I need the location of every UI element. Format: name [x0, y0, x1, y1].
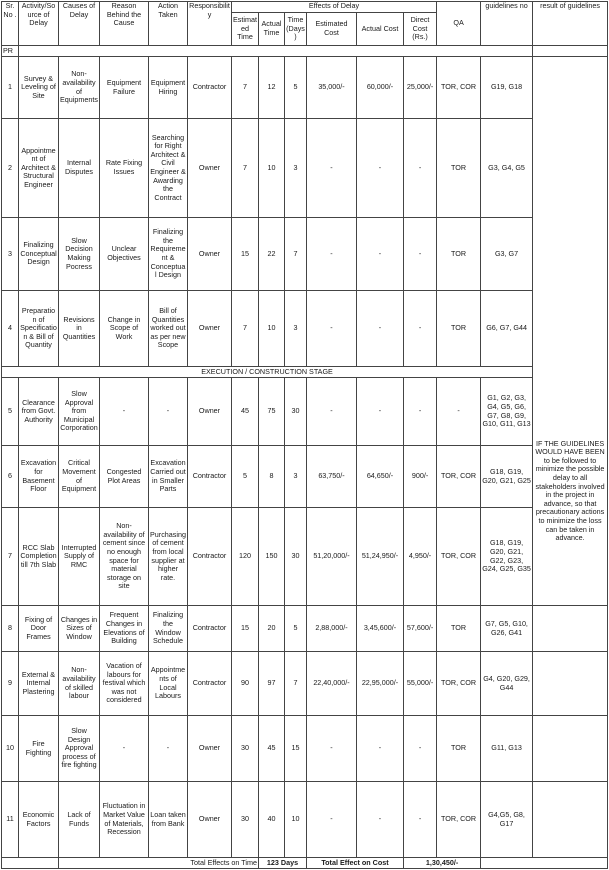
table-row: [2, 378, 608, 446]
actual-time-cell: 10: [259, 119, 285, 218]
execution-stage-label: EXECUTION / CONSTRUCTION STAGE: [2, 367, 533, 378]
estimated-cost-cell: 22,40,000/-: [307, 652, 357, 716]
action-cell: Purchasing of cement from local supplier at higher rate.: [149, 508, 188, 606]
table-row: [2, 57, 608, 119]
estimated-time-cell: 15: [232, 218, 259, 291]
estimated-time-cell: 30: [232, 716, 259, 782]
guidelines-cell: G6, G7, G44: [481, 291, 533, 367]
sr-cell: 5: [2, 378, 19, 446]
activity-cell: Preparation of Specification & Bill of Quantity: [19, 291, 59, 367]
cause-cell: Changes in Sizes of Window: [59, 606, 100, 652]
action-cell: Loan taken from Bank: [149, 782, 188, 858]
cause-cell: Internal Disputes: [59, 119, 100, 218]
sr-cell: 11: [2, 782, 19, 858]
qa-cell: TOR, COR: [437, 57, 481, 119]
action-cell: Equipment Hiring: [149, 57, 188, 119]
activity-cell: Economic Factors: [19, 782, 59, 858]
guidelines-cell: G19, G18: [481, 57, 533, 119]
direct-cost-cell: 57,600/-: [404, 606, 437, 652]
delay-analysis-table: [1, 1, 608, 869]
activity-cell: Survey & Leveling of Site: [19, 57, 59, 119]
guidelines-cell: G4,G5, G8, G17: [481, 782, 533, 858]
header-actual-time: Actual Time: [259, 13, 285, 46]
estimated-cost-cell: -: [307, 782, 357, 858]
direct-cost-cell: 4,950/-: [404, 508, 437, 606]
estimated-cost-cell: -: [307, 119, 357, 218]
responsibility-cell: Contractor: [188, 57, 232, 119]
qa-cell: -: [437, 378, 481, 446]
estimated-cost-cell: -: [307, 378, 357, 446]
estimated-time-cell: 15: [232, 606, 259, 652]
activity-cell: Clearance from Govt. Authority: [19, 378, 59, 446]
sr-cell: 10: [2, 716, 19, 782]
sr-cell: 4: [2, 291, 19, 367]
action-cell: Searching for Right Architect & Civil Engineer & Awarding the Contract: [149, 119, 188, 218]
estimated-time-cell: 90: [232, 652, 259, 716]
estimated-cost-cell: 35,000/-: [307, 57, 357, 119]
actual-cost-cell: -: [357, 378, 404, 446]
reason-cell: Equipment Failure: [100, 57, 149, 119]
activity-cell: Fixing of Door Frames: [19, 606, 59, 652]
table-row: [2, 652, 608, 716]
estimated-time-cell: 5: [232, 446, 259, 508]
actual-time-cell: 75: [259, 378, 285, 446]
sr-cell: 9: [2, 652, 19, 716]
responsibility-cell: Owner: [188, 378, 232, 446]
actual-cost-cell: 60,000/-: [357, 57, 404, 119]
reason-cell: Non-availability of cement since no enough space for material storage on site: [100, 508, 149, 606]
cause-cell: Lack of Funds: [59, 782, 100, 858]
guidelines-cell: G3, G4, G5: [481, 119, 533, 218]
table-row: [2, 218, 608, 291]
header-actual-cost: Actual Cost: [357, 13, 404, 46]
estimated-cost-cell: 51,20,000/-: [307, 508, 357, 606]
reason-cell: -: [100, 716, 149, 782]
cause-cell: Non-availability of skilled labour: [59, 652, 100, 716]
cause-cell: Slow Decision Making Pocress: [59, 218, 100, 291]
execution-stage-row: [2, 367, 608, 378]
time-days-cell: 5: [285, 606, 307, 652]
header-qa: QA: [437, 2, 481, 46]
guidelines-cell: G1, G2, G3, G4, G5, G6, G7, G8, G9, G10, G11, G13: [481, 378, 533, 446]
actual-cost-cell: 51,24,950/-: [357, 508, 404, 606]
estimated-time-cell: 7: [232, 119, 259, 218]
estimated-time-cell: 7: [232, 57, 259, 119]
pr-label-row: [2, 46, 608, 57]
qa-cell: TOR, COR: [437, 782, 481, 858]
guidelines-cell: G11, G13: [481, 716, 533, 782]
qa-cell: TOR: [437, 218, 481, 291]
guidelines-cell: G18, G19, G20, G21, G25: [481, 446, 533, 508]
table-row: [2, 508, 608, 606]
qa-cell: TOR: [437, 291, 481, 367]
time-days-cell: 30: [285, 508, 307, 606]
responsibility-cell: Contractor: [188, 446, 232, 508]
sr-cell: 6: [2, 446, 19, 508]
actual-time-cell: 20: [259, 606, 285, 652]
activity-cell: Appointment of Architect & Structural Engineer: [19, 119, 59, 218]
qa-cell: TOR: [437, 716, 481, 782]
actual-cost-cell: 22,95,000/-: [357, 652, 404, 716]
header-estimated-cost: Estimated Cost: [307, 13, 357, 46]
reason-cell: Frequent Changes in Elevations of Building: [100, 606, 149, 652]
reason-cell: Rate Fixing Issues: [100, 119, 149, 218]
actual-time-cell: 45: [259, 716, 285, 782]
reason-cell: Congested Plot Areas: [100, 446, 149, 508]
actual-time-cell: 22: [259, 218, 285, 291]
estimated-cost-cell: -: [307, 716, 357, 782]
estimated-cost-cell: 63,750/-: [307, 446, 357, 508]
actual-cost-cell: -: [357, 782, 404, 858]
time-days-cell: 3: [285, 291, 307, 367]
sr-cell: 8: [2, 606, 19, 652]
responsibility-cell: Contractor: [188, 652, 232, 716]
sr-cell: 2: [2, 119, 19, 218]
action-cell: Finalizing the Requirement & Conceptual Design: [149, 218, 188, 291]
responsibility-cell: Owner: [188, 218, 232, 291]
actual-cost-cell: 3,45,600/-: [357, 606, 404, 652]
actual-cost-cell: -: [357, 218, 404, 291]
header-responsibility: Responsibility: [188, 2, 232, 46]
estimated-cost-cell: -: [307, 291, 357, 367]
direct-cost-cell: -: [404, 119, 437, 218]
direct-cost-cell: -: [404, 716, 437, 782]
estimated-time-cell: 120: [232, 508, 259, 606]
table-row: [2, 291, 608, 367]
time-days-cell: 5: [285, 57, 307, 119]
sr-cell: 7: [2, 508, 19, 606]
cause-cell: Interrupted Supply of RMC: [59, 508, 100, 606]
actual-time-cell: 40: [259, 782, 285, 858]
cause-cell: Slow Design Approval process of fire fighting: [59, 716, 100, 782]
time-days-cell: 10: [285, 782, 307, 858]
estimated-cost-cell: 2,88,000/-: [307, 606, 357, 652]
direct-cost-cell: 55,000/-: [404, 652, 437, 716]
total-cost-value: 1,30,450/-: [404, 858, 481, 869]
reason-cell: Unclear Objectives: [100, 218, 149, 291]
qa-cell: TOR: [437, 119, 481, 218]
time-days-cell: 7: [285, 652, 307, 716]
actual-time-cell: 97: [259, 652, 285, 716]
qa-cell: TOR, COR: [437, 446, 481, 508]
table-row: [2, 782, 608, 858]
reason-cell: Change in Scope of Work: [100, 291, 149, 367]
responsibility-cell: Contractor: [188, 508, 232, 606]
action-cell: -: [149, 716, 188, 782]
header-time-days: Time (Days): [285, 13, 307, 46]
activity-cell: Fire Fighting: [19, 716, 59, 782]
actual-time-cell: 10: [259, 291, 285, 367]
total-cost-label: Total Effect on Cost: [307, 858, 404, 869]
estimated-time-cell: 30: [232, 782, 259, 858]
estimated-time-cell: 45: [232, 378, 259, 446]
totals-row: [2, 858, 608, 869]
direct-cost-cell: -: [404, 378, 437, 446]
qa-cell: TOR: [437, 606, 481, 652]
time-days-cell: 7: [285, 218, 307, 291]
actual-cost-cell: -: [357, 291, 404, 367]
header-guidelines-no: guidelines no: [481, 2, 533, 46]
direct-cost-cell: 25,000/-: [404, 57, 437, 119]
action-cell: Bill of Quantities worked out as per new Scope: [149, 291, 188, 367]
header-activity: Activity/Source of Delay: [19, 2, 59, 46]
responsibility-cell: Contractor: [188, 606, 232, 652]
qa-cell: TOR, COR: [437, 652, 481, 716]
responsibility-cell: Owner: [188, 119, 232, 218]
responsibility-cell: Owner: [188, 782, 232, 858]
cause-cell: Non-availability of Equipments: [59, 57, 100, 119]
table-row: [2, 716, 608, 782]
action-cell: -: [149, 378, 188, 446]
total-time-label: Total Effects on Time: [59, 858, 259, 869]
actual-cost-cell: -: [357, 119, 404, 218]
header-result: result of guidelines: [533, 2, 608, 46]
action-cell: Excavation Carried out in Smaller Parts: [149, 446, 188, 508]
reason-cell: -: [100, 378, 149, 446]
estimated-cost-cell: -: [307, 218, 357, 291]
activity-cell: Excavation for Basement Floor: [19, 446, 59, 508]
time-days-cell: 15: [285, 716, 307, 782]
header-effects-of-delay: Effects of Delay: [232, 2, 437, 13]
direct-cost-cell: -: [404, 291, 437, 367]
direct-cost-cell: -: [404, 782, 437, 858]
sr-cell: 3: [2, 218, 19, 291]
action-cell: Finalizing the Window Schedule: [149, 606, 188, 652]
total-time-value: 123 Days: [259, 858, 307, 869]
reason-cell: Fluctuation in Market Value of Materials, Recession: [100, 782, 149, 858]
responsibility-cell: Owner: [188, 716, 232, 782]
direct-cost-cell: -: [404, 218, 437, 291]
cause-cell: Critical Movement of Equipment: [59, 446, 100, 508]
time-days-cell: 30: [285, 378, 307, 446]
table-row: [2, 119, 608, 218]
result-of-guidelines: IF THE GUIDELINES WOULD HAVE BEEN to be followed to minimize the possible delay to all stakeholders involved in the project in advance, so that precautionary actions to minimize the loss can be taken in advance.: [533, 378, 608, 606]
qa-cell: TOR, COR: [437, 508, 481, 606]
time-days-cell: 3: [285, 446, 307, 508]
cause-cell: Revisions in Quantities: [59, 291, 100, 367]
actual-time-cell: 150: [259, 508, 285, 606]
actual-cost-cell: 64,650/-: [357, 446, 404, 508]
guidelines-cell: G7, G5, G10, G26, G41: [481, 606, 533, 652]
table-row: [2, 446, 608, 508]
activity-cell: External & Internal Plastering: [19, 652, 59, 716]
guidelines-cell: G18, G19, G20, G21, G22, G23, G24, G25, G35: [481, 508, 533, 606]
header-sr-no: Sr. No .: [2, 2, 19, 46]
cause-cell: Slow Approval from Municipal Corporation: [59, 378, 100, 446]
header-reason: Reason Behind the Cause: [100, 2, 149, 46]
guidelines-cell: G4, G20, G29, G44: [481, 652, 533, 716]
header-estimated-time: Estimated Time: [232, 13, 259, 46]
sr-cell: 1: [2, 57, 19, 119]
activity-cell: RCC Slab Completion till 7th Slab: [19, 508, 59, 606]
estimated-time-cell: 7: [232, 291, 259, 367]
header-causes: Causes of Delay: [59, 2, 100, 46]
activity-cell: Finalizing Conceptual Design: [19, 218, 59, 291]
table-row: [2, 606, 608, 652]
pr-label: PR: [2, 46, 19, 57]
time-days-cell: 3: [285, 119, 307, 218]
reason-cell: Vacation of labours for festival which was not considered: [100, 652, 149, 716]
guidelines-cell: G3, G7: [481, 218, 533, 291]
header-direct-cost: Direct Cost (Rs.): [404, 13, 437, 46]
actual-cost-cell: -: [357, 716, 404, 782]
header-action: Action Taken: [149, 2, 188, 46]
actual-time-cell: 12: [259, 57, 285, 119]
actual-time-cell: 8: [259, 446, 285, 508]
responsibility-cell: Owner: [188, 291, 232, 367]
action-cell: Appointments of Local Labours: [149, 652, 188, 716]
direct-cost-cell: 900/-: [404, 446, 437, 508]
